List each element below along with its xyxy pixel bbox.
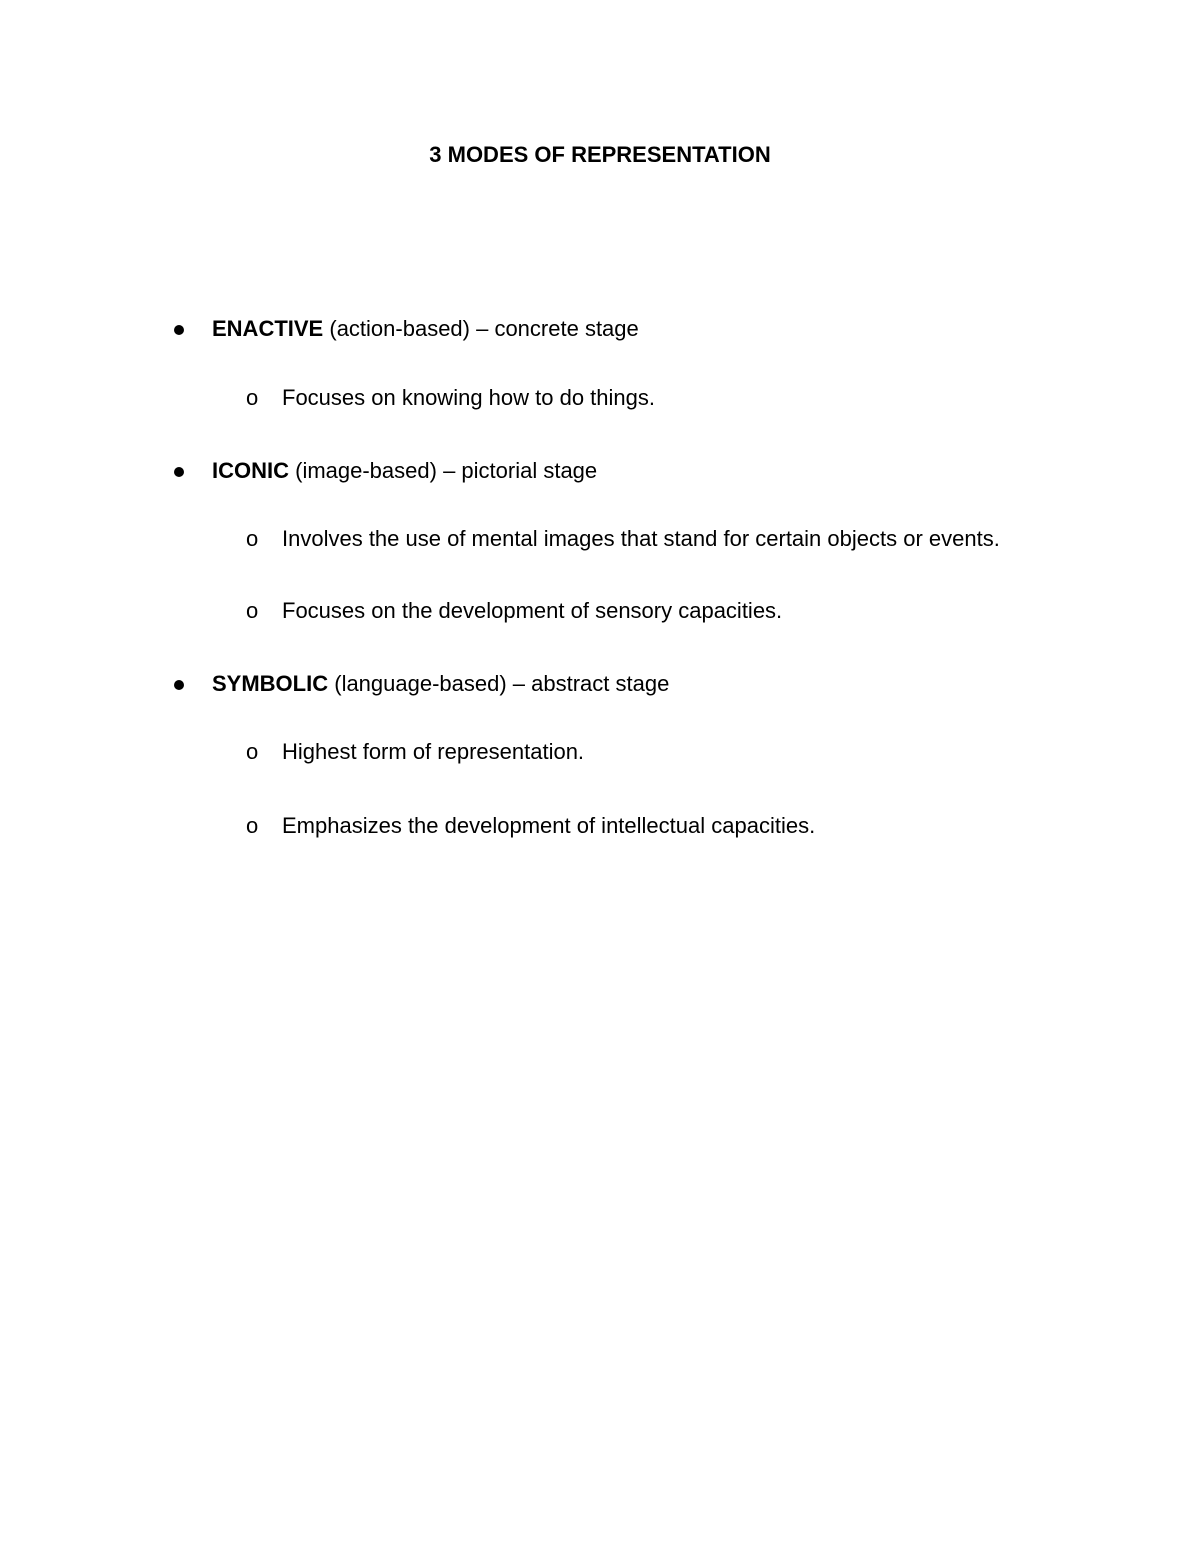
- term-description: (action-based) – concrete stage: [323, 316, 639, 341]
- sub-item-text: Focuses on knowing how to do things.: [282, 385, 656, 410]
- sub-item-text: Focuses on the development of sensory capacities.: [282, 598, 783, 623]
- document-title: 3 MODES OF REPRESENTATION: [429, 142, 771, 167]
- bullet-icon: [174, 467, 184, 477]
- term-description: (image-based) – pictorial stage: [289, 458, 598, 483]
- term-iconic: ICONIC: [212, 458, 289, 483]
- sub-bullet-icon: o: [246, 598, 259, 623]
- term-enactive: ENACTIVE: [212, 316, 324, 341]
- term-symbolic: SYMBOLIC: [212, 671, 329, 696]
- bullet-icon: [174, 325, 184, 335]
- sub-bullet-icon: o: [246, 526, 259, 551]
- sub-item-text: Emphasizes the development of intellectual capacities.: [282, 813, 816, 838]
- term-description: (language-based) – abstract stage: [328, 671, 670, 696]
- list-item-text: [212, 315, 639, 343]
- sub-bullet-icon: o: [246, 739, 259, 764]
- sub-item-text: Involves the use of mental images that stand for certain objects or events.: [282, 526, 1000, 551]
- bullet-icon: [174, 680, 184, 690]
- list-item-text: [212, 670, 669, 698]
- sub-item-text: Highest form of representation.: [282, 739, 585, 764]
- list-item-text: [212, 457, 597, 485]
- sub-bullet-icon: o: [246, 385, 259, 410]
- sub-bullet-icon: o: [246, 813, 259, 838]
